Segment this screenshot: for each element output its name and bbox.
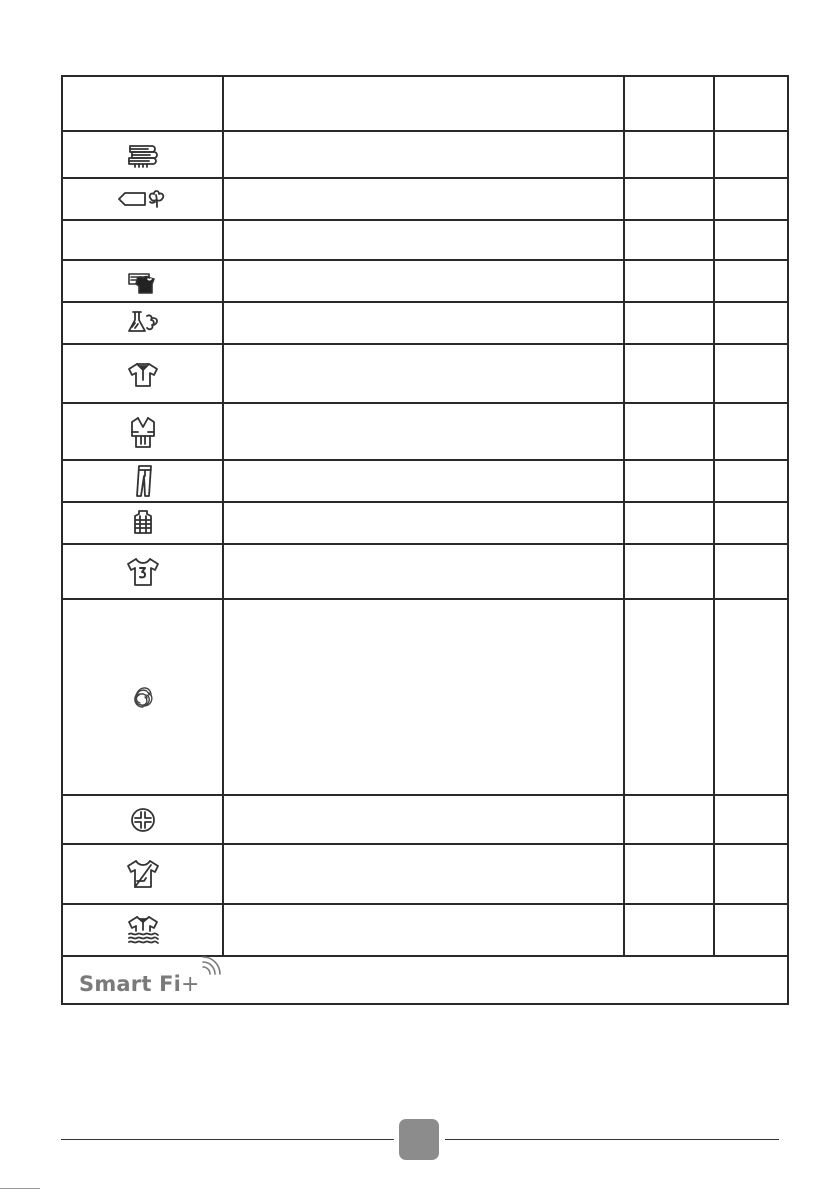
header-cell	[714, 76, 788, 131]
table-row	[62, 795, 788, 844]
programme-table	[61, 75, 789, 1005]
stacked-towels-icon	[115, 135, 171, 175]
row-cell	[624, 795, 714, 844]
header-cell	[624, 76, 714, 131]
row-cell	[714, 220, 788, 260]
icon-cell	[62, 302, 223, 344]
wifi-signal-icon	[200, 951, 226, 977]
icon-cell	[62, 131, 223, 178]
icon-cell	[62, 844, 223, 904]
row-cell	[624, 403, 714, 460]
cotton-tag-icon	[111, 179, 175, 219]
row-cell	[223, 302, 624, 344]
icon-cell	[62, 220, 223, 260]
footer-rule-left	[61, 1139, 394, 1140]
smart-fi-plus: +	[181, 971, 200, 997]
table-row	[62, 544, 788, 599]
row-cell	[624, 131, 714, 178]
row-cell	[223, 178, 624, 220]
table-row	[62, 599, 788, 795]
row-cell	[223, 844, 624, 904]
crop-mark	[0, 1188, 40, 1189]
row-cell	[223, 403, 624, 460]
wool-icon	[115, 677, 171, 717]
row-cell	[714, 795, 788, 844]
row-cell	[223, 260, 624, 302]
jeans-icon	[115, 461, 171, 501]
table-row	[62, 260, 788, 302]
row-cell	[714, 544, 788, 599]
icon-cell	[62, 344, 223, 403]
row-cell	[223, 544, 624, 599]
icon-cell	[62, 599, 223, 795]
table-row	[62, 220, 788, 260]
row-cell	[624, 599, 714, 795]
icon-cell	[62, 403, 223, 460]
hygiene-cross-icon	[115, 800, 171, 840]
smart-fi-text: Smart Fi	[79, 971, 182, 996]
row-cell	[714, 260, 788, 302]
table-row	[62, 460, 788, 502]
row-cell	[714, 178, 788, 220]
row-cell	[624, 844, 714, 904]
icon-cell	[62, 260, 223, 302]
row-cell	[223, 460, 624, 502]
smart-fi-row	[62, 956, 788, 1004]
no-iron-shirt-icon	[115, 854, 171, 894]
row-cell	[223, 344, 624, 403]
icon-cell	[62, 178, 223, 220]
down-jacket-icon	[115, 503, 171, 543]
header-cell	[223, 76, 624, 131]
smart-fi-logo	[79, 972, 200, 996]
table-row	[62, 131, 788, 178]
page-number-badge	[399, 1119, 439, 1160]
row-cell	[223, 599, 624, 795]
table-row	[62, 403, 788, 460]
row-cell	[624, 260, 714, 302]
row-cell	[624, 544, 714, 599]
header-cell	[62, 76, 223, 131]
table-row	[62, 302, 788, 344]
row-cell	[223, 502, 624, 544]
row-cell	[223, 220, 624, 260]
row-cell	[714, 904, 788, 956]
row-cell	[714, 344, 788, 403]
table-row	[62, 502, 788, 544]
table-header-row	[62, 76, 788, 131]
steam-shirt-icon	[115, 910, 171, 950]
table-row	[62, 904, 788, 956]
row-cell	[714, 302, 788, 344]
row-cell	[223, 131, 624, 178]
table-row	[62, 344, 788, 403]
mixed-colours-icon	[115, 261, 171, 301]
row-cell	[624, 302, 714, 344]
row-cell	[714, 460, 788, 502]
sport-jersey-icon	[115, 552, 171, 592]
row-cell	[223, 795, 624, 844]
row-cell	[624, 460, 714, 502]
row-cell	[624, 344, 714, 403]
row-cell	[714, 844, 788, 904]
table-row	[62, 844, 788, 904]
synthetic-flask-icon	[115, 303, 171, 343]
row-cell	[624, 220, 714, 260]
shirt-icon	[115, 354, 171, 394]
row-cell	[714, 502, 788, 544]
bathrobe-icon	[115, 412, 171, 452]
icon-cell	[62, 502, 223, 544]
smart-fi-cell	[62, 956, 788, 1004]
row-cell	[624, 502, 714, 544]
icon-cell	[62, 904, 223, 956]
row-cell	[223, 904, 624, 956]
row-cell	[624, 178, 714, 220]
icon-cell	[62, 544, 223, 599]
footer-rule-right	[445, 1139, 779, 1140]
row-cell	[714, 599, 788, 795]
row-cell	[714, 403, 788, 460]
row-cell	[714, 131, 788, 178]
table-row	[62, 178, 788, 220]
icon-cell	[62, 460, 223, 502]
row-cell	[624, 904, 714, 956]
icon-cell	[62, 795, 223, 844]
